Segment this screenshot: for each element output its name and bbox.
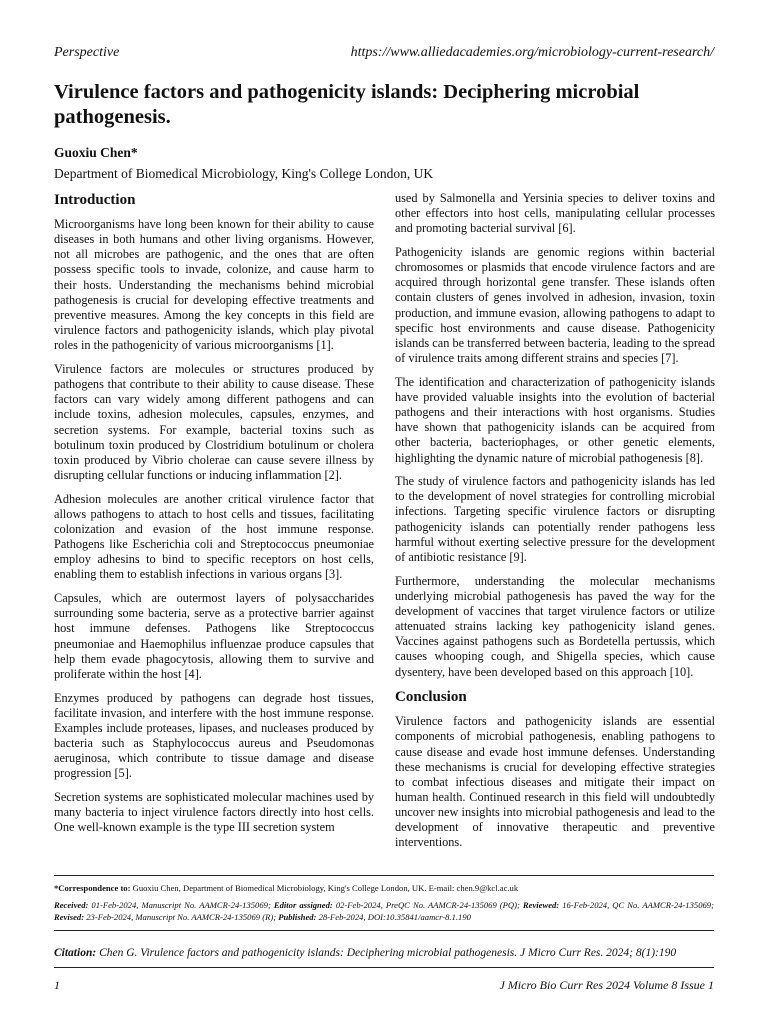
paragraph: Secretion systems are sophisticated molecular machines used by many bacteria to inject virulence factors directly into host cells. One well-known example is the type III secretion system	[54, 789, 374, 835]
reviewed-label: Reviewed:	[522, 900, 560, 910]
editor-label: Editor assigned:	[273, 900, 333, 910]
introduction-heading: Introduction	[54, 192, 136, 208]
article-title: Virulence factors and pathogenicity islands: Deciphering microbial pathogenesis.	[54, 81, 640, 128]
editor-value: 02-Feb-2024, PreQC No. AAMCR-24-135069 (PQ);	[335, 900, 520, 910]
published-label: Published:	[278, 912, 317, 922]
paragraph: Virulence factors are molecules or structures produced by pathogens that contribute to their ability to cause disease. These factors can vary widely among different pathogens and can include toxins, adhesion molecules, capsules, enzymes, and secretion systems. For example, bacterial toxins such as botulinum toxin produced by Clostridium botulinum or cholera toxin produced by Vibrio cholerae can cause severe illness by disrupting cellular functions or inducing inflammation [2].	[54, 361, 374, 482]
correspondence-text: Guoxiu Chen, Department of Biomedical Microbiology, King's College London, UK. E-mail: chen.9@kcl.ac.uk	[132, 883, 519, 893]
received-value: 01-Feb-2024, Manuscript No. AAMCR-24-135069;	[91, 900, 271, 910]
revised-value: 23-Feb-2024, Manuscript No. AAMCR-24-135069 (R);	[86, 912, 277, 922]
citation-divider	[54, 930, 714, 931]
left-column	[54, 191, 374, 844]
manuscript-dates	[54, 899, 714, 923]
page-number: 1	[54, 978, 60, 992]
citation-label: Citation:	[54, 947, 97, 959]
paragraph: The study of virulence factors and pathogenicity islands has led to the development of novel strategies for controlling microbial infections. Targeting specific virulence factors or disrupting pathogenicity islands can potentially render pathogens less harmful without exerting selective pressure for the development of antibiotic resistance [9].	[395, 474, 715, 564]
journal-issue: J Micro Bio Curr Res 2024 Volume 8 Issue 1	[499, 978, 714, 992]
paragraph: Adhesion molecules are another critical virulence factor that allows pathogens to attach to host cells and tissues, facilitating colonization and evasion of the host immune response. Pathogens like Escherichia coli and Streptococcus pneumoniae employ adhesins to bind to specific receptors on host cells, enabling them to establish infections in various organs [3].	[54, 491, 374, 582]
published-value: 28-Feb-2024, DOI:10.35841/aamcr-8.1.190	[318, 912, 471, 922]
conclusion-paragraph: Virulence factors and pathogenicity islands are essential components of microbial pathogenesis, enabling pathogens to cause disease and evade host immune defenses. Understanding these mechanisms is crucial for developing effective strategies to combat infectious diseases and mitigate their impact on human health. Continued research in this field will undoubtedly uncover new insights into microbial pathogenesis and lead to the development of innovative therapeutic and preventive interventions.	[395, 714, 715, 850]
paragraph: used by Salmonella and Yersinia species to deliver toxins and other effectors into host cells, manipulating cellular processes and promoting bacterial survival [6].	[395, 191, 715, 236]
author-name: Guoxiu Chen*	[54, 145, 138, 160]
citation	[54, 947, 714, 959]
reviewed-value: 16-Feb-2024, QC No. AAMCR-24-135069;	[562, 900, 714, 910]
received-label: Received:	[54, 900, 89, 910]
page-footer	[54, 978, 714, 993]
right-column	[395, 191, 715, 859]
correspondence-label: *Correspondence to:	[54, 883, 131, 893]
paragraph: Furthermore, understanding the molecular mechanisms underlying microbial pathogenesis has paved the way for the development of vaccines that target virulence factors or utilize attenuated strains lacking key pathogenicity island genes. Vaccines against pathogens such as Bordetella pertussis, which causes whooping cough, and Shigella species, which cause dysentery, have been developed based on this approach [10].	[395, 573, 715, 679]
conclusion-heading: Conclusion	[395, 689, 467, 706]
paragraph: Pathogenicity islands are genomic regions within bacterial chromosomes or plasmids that encode virulence factors and are acquired through horizontal gene transfer. These islands often contain clusters of genes involved in adhesion, invasion, toxin production, and immune evasion, allowing pathogens to adapt to specific host environments and cause disease. Pathogenicity islands can be transferred between bacteria, leading to the spread of virulence traits among different strains and species [7].	[395, 244, 715, 366]
article-type: Perspective	[54, 45, 120, 60]
revised-label: Revised:	[54, 912, 85, 922]
correspondence-note	[54, 882, 714, 894]
footer-divider	[54, 967, 714, 968]
paragraph: Capsules, which are outermost layers of polysaccharides surrounding some bacteria, serve as a protective barrier against host immune defenses. Pathogens like Streptococcus pneumoniae and Haemophilus influenzae produce capsules that help them evade phagocytosis, allowing them to survive and proliferate within the host [4].	[54, 591, 374, 681]
author-affiliation: Department of Biomedical Microbiology, King's College London, UK	[54, 166, 434, 181]
paragraph: The identification and characterization of pathogenicity islands have provided valuable insights into the evolution of bacterial pathogens and their interactions with host organisms. Studies have shown that pathogenicity islands can be acquired from other bacteria, bacteriophages, or other genetic elements, highlighting the dynamic nature of microbial pathogenesis [8].	[395, 374, 715, 465]
footnote-divider	[54, 875, 714, 876]
citation-text: Chen G. Virulence factors and pathogenicity islands: Deciphering microbial pathogenesis. J Micro Curr Res. 2024; 8(1):190	[99, 947, 677, 959]
running-header	[54, 45, 714, 61]
journal-url[interactable]: https://www.alliedacademies.org/microbiology-current-research/	[350, 45, 714, 60]
paragraph: Microorganisms have long been known for their ability to cause diseases in both humans and other living organisms. However, not all microbes are pathogenic, and the ones that are often possess specific tools to invade, colonize, and cause harm to their hosts. Understanding the mechanisms behind microbial pathogenesis is crucial for developing effective treatments and preventive measures. Among the key concepts in this field are virulence factors and pathogenicity islands, which play pivotal roles in the pathogenicity of various microorganisms [1].	[54, 217, 374, 353]
paragraph: Enzymes produced by pathogens can degrade host tissues, facilitate invasion, and interfere with the host immune response. Examples include proteases, lipases, and nucleases produced by bacteria such as Staphylococcus aureus and Pseudomonas aeruginosa, which contribute to tissue damage and disease progression [5].	[54, 690, 374, 781]
